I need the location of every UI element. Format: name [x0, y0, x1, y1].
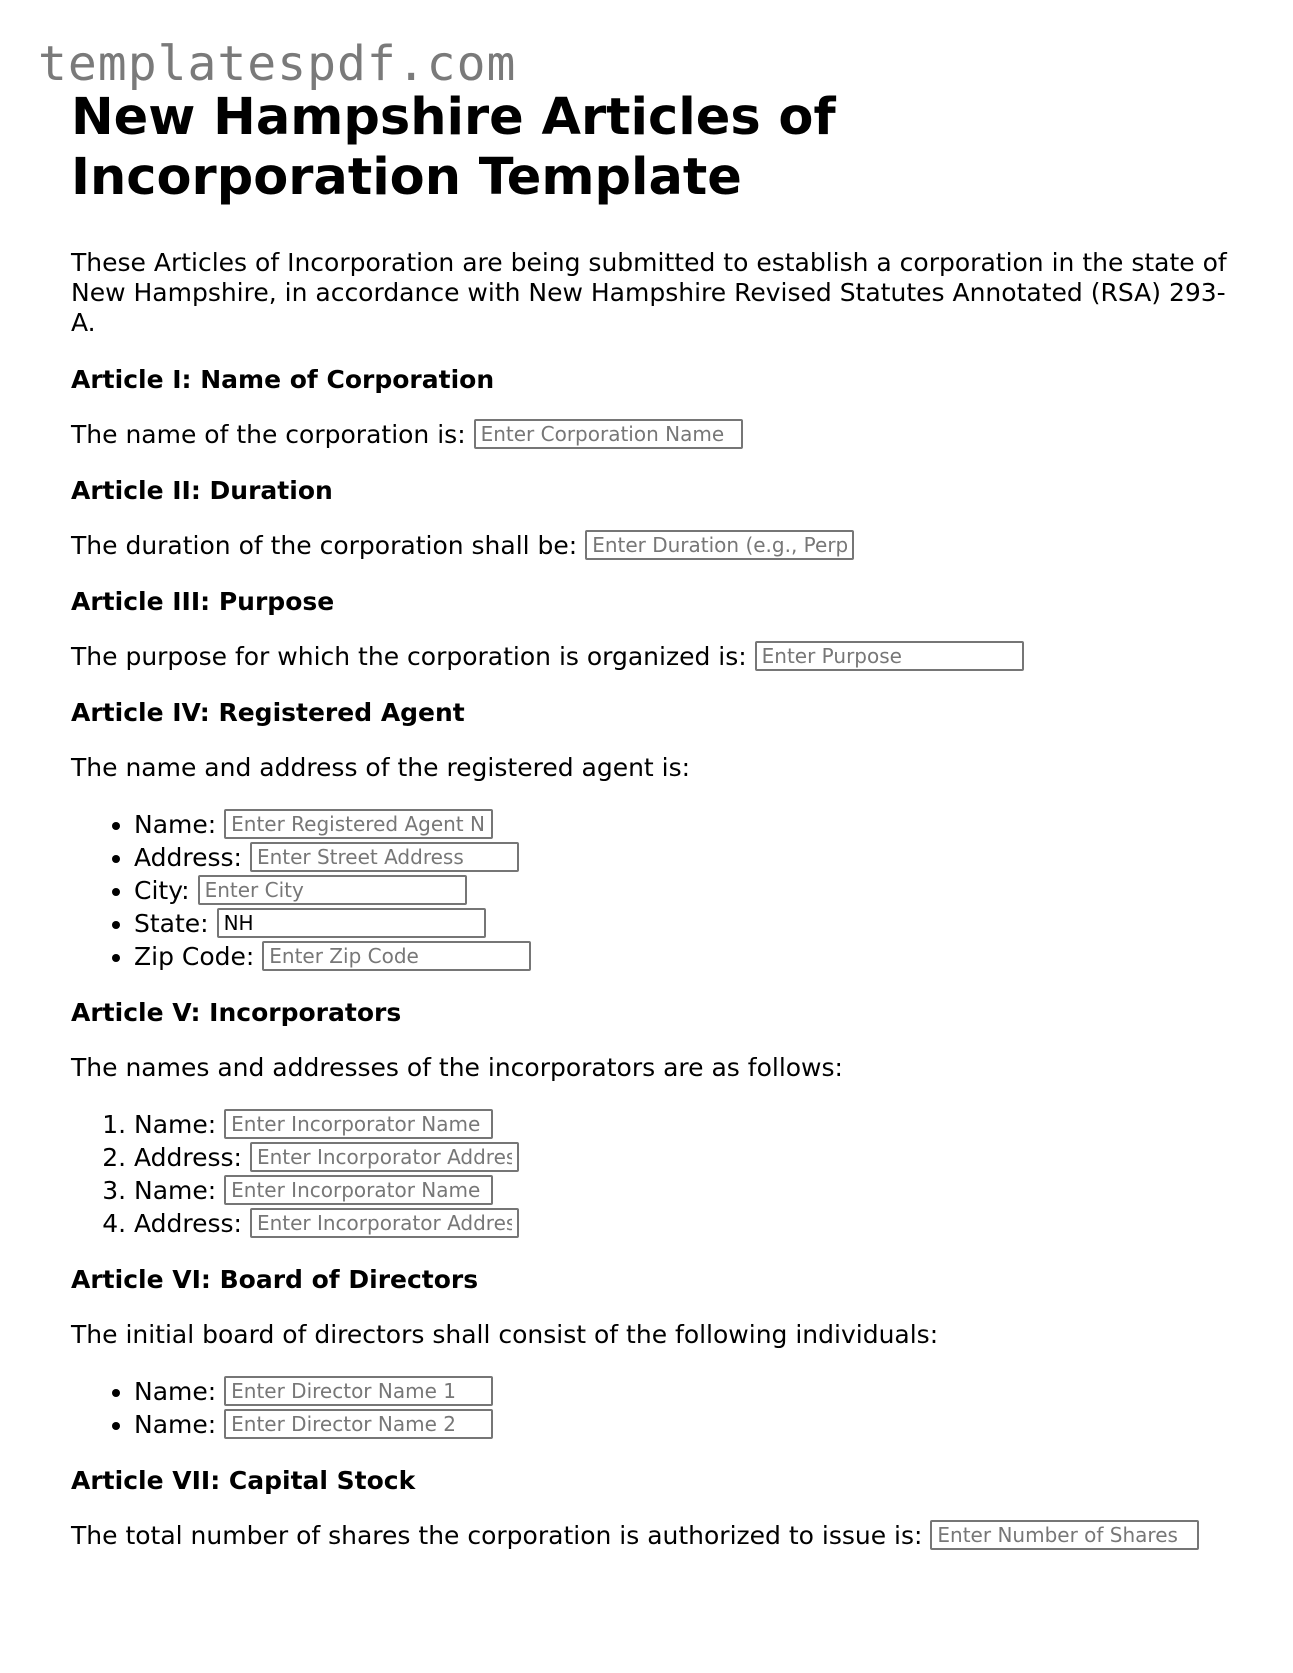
watermark: templatespdf.com	[38, 36, 517, 92]
article-5-text: The names and addresses of the incorporators are as follows:	[71, 1053, 843, 1082]
incorporator-2-name-input[interactable]	[224, 1175, 493, 1205]
article-6-heading: Article VI: Board of Directors	[71, 1265, 479, 1294]
article-3-text: The purpose for which the corporation is organized is:	[71, 642, 747, 671]
article-1-text: The name of the corporation is:	[71, 420, 466, 449]
director-1-input[interactable]	[224, 1376, 493, 1406]
list-item	[134, 1141, 1231, 1174]
director-2-input[interactable]	[224, 1409, 493, 1439]
agent-name-input[interactable]	[224, 809, 493, 839]
agent-address-input[interactable]	[250, 842, 519, 872]
article-4-text: The name and address of the registered agent is:	[71, 753, 691, 782]
purpose-input[interactable]	[755, 641, 1024, 671]
registered-agent-list	[71, 808, 1231, 973]
list-item	[134, 1108, 1231, 1141]
article-7-line	[71, 1521, 1231, 1552]
list-item	[134, 841, 1231, 874]
list-item	[134, 808, 1231, 841]
article-7-text: The total number of shares the corporation is authorized to issue is:	[71, 1521, 923, 1550]
document-body	[71, 88, 1231, 1577]
article-2-text: The duration of the corporation shall be:	[71, 531, 578, 560]
article-6-text: The initial board of directors shall consist of the following individuals:	[71, 1320, 939, 1349]
agent-zip-label: Zip Code:	[134, 942, 255, 971]
page-title: New Hampshire Articles of Incorporation Template	[71, 88, 836, 207]
shares-input[interactable]	[930, 1520, 1199, 1550]
corporation-name-input[interactable]	[474, 419, 743, 449]
article-1-line	[71, 420, 1231, 451]
intro-paragraph: These Articles of Incorporation are being submitted to establish a corporation in the state of New Hampshire, in accordance with New Hampshire Revised Statutes Annotated (RSA) 293-A.	[71, 248, 1227, 337]
article-2-heading: Article II: Duration	[71, 476, 333, 505]
agent-city-input[interactable]	[198, 875, 467, 905]
incorporators-list	[71, 1108, 1231, 1240]
agent-name-label: Name:	[134, 810, 217, 839]
list-item	[134, 907, 1231, 940]
list-item	[134, 1408, 1231, 1441]
agent-city-label: City:	[134, 876, 190, 905]
incorporator-1-address-input[interactable]	[250, 1142, 519, 1172]
list-item	[134, 1174, 1231, 1207]
agent-state-input[interactable]	[217, 908, 486, 938]
article-5-heading: Article V: Incorporators	[71, 998, 402, 1027]
director-2-label: Name:	[134, 1410, 217, 1439]
agent-zip-input[interactable]	[262, 941, 531, 971]
article-3-line	[71, 642, 1231, 673]
article-4-heading: Article IV: Registered Agent	[71, 698, 465, 727]
incorporator-2-address-label: Address:	[134, 1209, 242, 1238]
list-item	[134, 940, 1231, 973]
agent-state-label: State:	[134, 909, 209, 938]
director-1-label: Name:	[134, 1377, 217, 1406]
incorporator-1-name-input[interactable]	[224, 1109, 493, 1139]
duration-input[interactable]	[585, 530, 854, 560]
article-2-line	[71, 531, 1231, 562]
article-1-heading: Article I: Name of Corporation	[71, 365, 495, 394]
incorporator-2-name-label: Name:	[134, 1176, 217, 1205]
list-item	[134, 1375, 1231, 1408]
incorporator-2-address-input[interactable]	[250, 1208, 519, 1238]
incorporator-1-name-label: Name:	[134, 1110, 217, 1139]
list-item	[134, 874, 1231, 907]
article-3-heading: Article III: Purpose	[71, 587, 335, 616]
directors-list	[71, 1375, 1231, 1441]
incorporator-1-address-label: Address:	[134, 1143, 242, 1172]
article-7-heading: Article VII: Capital Stock	[71, 1466, 416, 1495]
agent-address-label: Address:	[134, 843, 242, 872]
list-item	[134, 1207, 1231, 1240]
